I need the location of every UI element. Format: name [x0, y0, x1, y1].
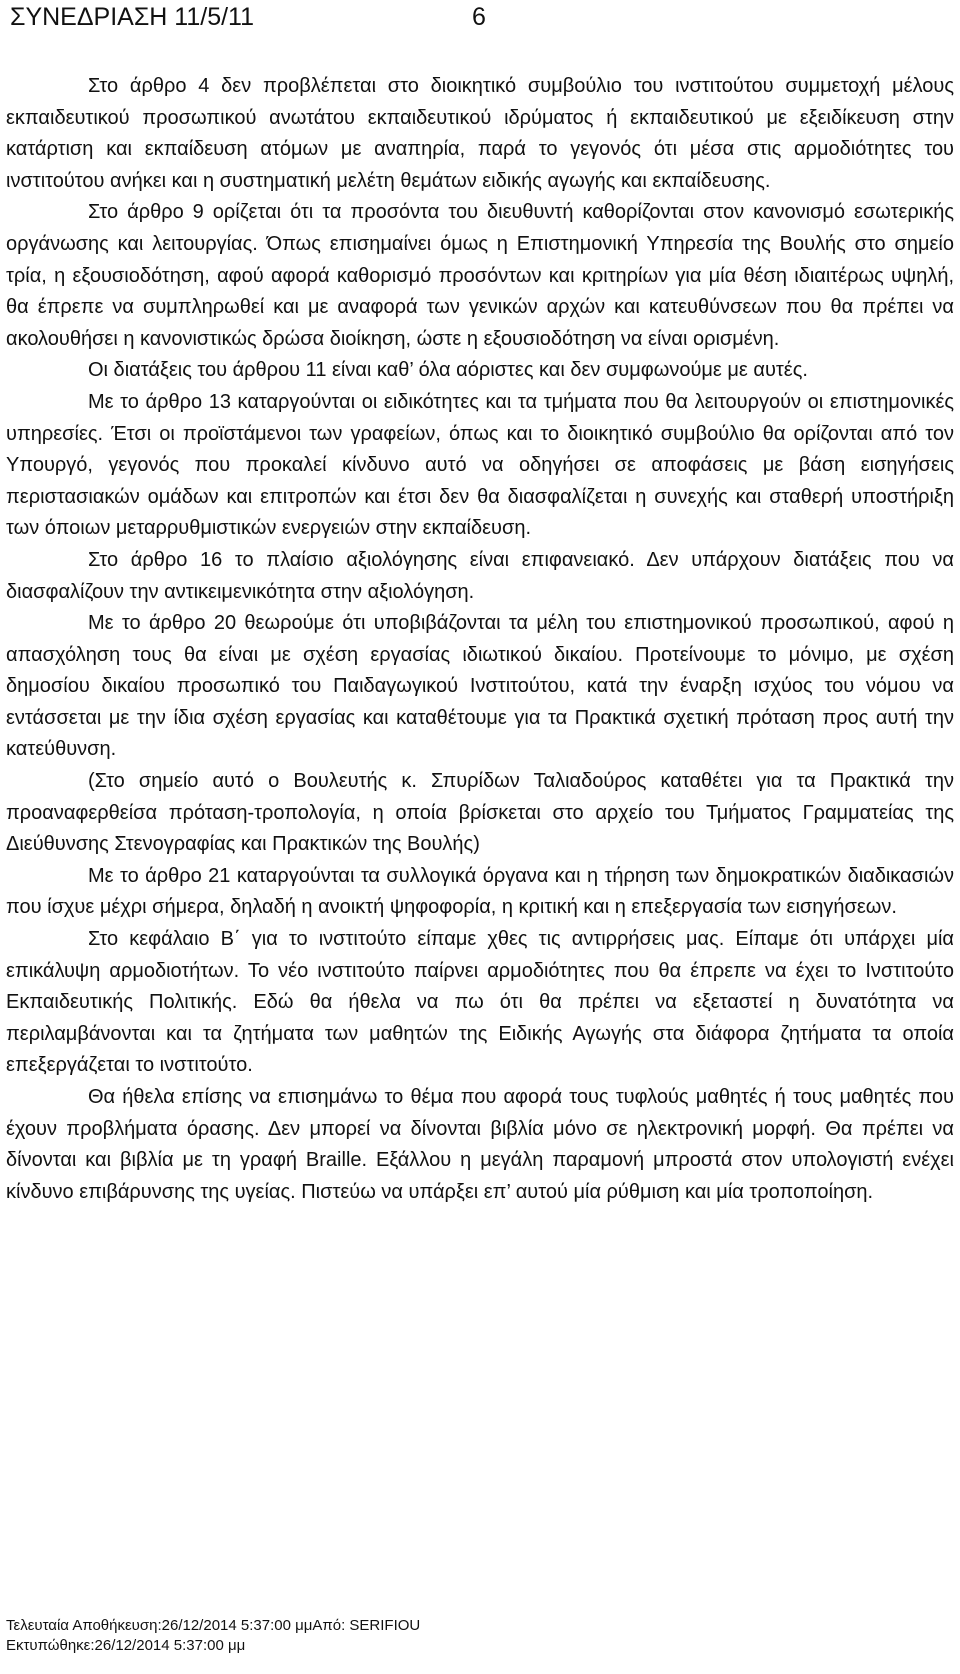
paragraph: Στο κεφάλαιο Β΄ για το ινστιτούτο είπαμε χθες τις αντιρρήσεις μας. Είπαμε ότι υπάρχει μία επικάλυψη αρμοδιοτήτων. Το νέο ινστιτούτο παίρνει αρμοδιότητες που θα έπρεπε να έχει το Ινστιτούτο Εκπαιδευτικής Πολιτικής. Εδώ θα ήθελα να πω ότι θα πρέπει να εξεταστεί η δυνατότητα να περιλαμβάνονται και τα ζητήματα των μαθητών της Ειδικής Αγωγής στα διάφορα ζητήματα τα οποία επεξεργάζεται το ινστιτούτο.	[6, 928, 954, 1077]
paragraph: Στο άρθρο 9 ορίζεται ότι τα προσόντα του διευθυντή καθορίζονται στον κανονισμό εσωτερικής οργάνωσης και λειτουργίας. Όπως επισημαίνει όμως η Επιστημονική Υπηρεσία της Βουλής στο σημείο τρία, η εξουσιοδότηση, αφού αφορά καθορισμό προσόντων και κριτηρίων για μία θέση ιδιαιτέρως υψηλή, θα έπρεπε να συμπληρωθεί και με αναφορά των γενικών αρχών και κατευθύνσεων που θα πρέπει να ακολουθήσει η κανονιστικώς δρώσα διοίκηση, ώστε η εξουσιοδότηση να είναι ορισμένη.	[6, 201, 954, 350]
page-header	[10, 2, 486, 32]
paragraph: Στο άρθρο 4 δεν προβλέπεται στο διοικητικό συμβούλιο του ινστιτούτου συμμετοχή μέλους εκπαιδευτικού προσωπικού ανωτάτου εκπαιδευτικού ιδρύματος ή εκπαιδευτικού με εξειδίκευση στην κατάρτιση και εκπαίδευση ατόμων με αναπηρία, παρά το γεγονός ότι μέσα στις αρμοδιότητες του ινστιτούτου ανήκει και η συστηματική μελέτη θεμάτων ειδικής αγωγής και εκπαίδευσης.	[6, 75, 954, 192]
page-number: 6	[472, 3, 486, 31]
paragraph: (Στο σημείο αυτό ο Βουλευτής κ. Σπυρίδων Ταλιαδούρος καταθέτει για τα Πρακτικά την προαναφερθείσα πρόταση-τροπολογία, η οποία βρίσκεται στο αρχείο του Τμήματος Γραμματείας της Διεύθυνσης Στενογραφίας και Πρακτικών της Βουλής)	[6, 770, 954, 856]
paragraph: Θα ήθελα επίσης να επισημάνω το θέμα που αφορά τους τυφλούς μαθητές ή τους μαθητές που έχουν προβλήματα όρασης. Δεν μπορεί να δίνονται βιβλία μόνο σε ηλεκτρονική μορφή. Θα πρέπει να δίνονται και βιβλία με τη γραφή Braille. Εξάλλου η μεγάλη παραμονή μπροστά στον υπολογιστή ενέχει κίνδυνο επιβάρυνσης της υγείας. Πιστεύω να υπάρξει επ’ αυτού μία ρύθμιση και μία τροποποίηση.	[6, 1086, 954, 1203]
document-body	[6, 71, 954, 1208]
session-title: ΣΥΝΕΔΡΙΑΣΗ 11/5/11	[10, 3, 255, 31]
paragraph: Στο άρθρο 16 το πλαίσιο αξιολόγησης είναι επιφανειακό. Δεν υπάρχουν διατάξεις που να διασφαλίζουν την αντικειμενικότητα στην αξιολόγηση.	[6, 548, 954, 603]
footer-last-saved: Τελευταία Αποθήκευση:26/12/2014 5:37:00 μμΑπό: SERIFIOU	[6, 1617, 421, 1634]
page-footer	[6, 1616, 420, 1656]
paragraph: Οι διατάξεις του άρθρου 11 είναι καθ’ όλα αόριστες και δεν συμφωνούμε με αυτές.	[88, 359, 808, 382]
paragraph: Με το άρθρο 20 θεωρούμε ότι υποβιβάζονται τα μέλη του επιστημονικού προσωπικού, αφού η απασχόληση τους θα είναι με σχέση εργασίας ιδιωτικού δικαίου. Προτείνουμε το μόνιμο, με σχέση δημοσίου δικαίου προσωπικό του Παιδαγωγικού Ινστιτούτου, κατά την έναρξη ισχύος του νόμου να εντάσσεται με την ίδια σχέση εργασίας και καταθέτουμε για τα Πρακτικά σχετική πρόταση προς αυτή την κατεύθυνση.	[6, 612, 954, 761]
paragraph: Με το άρθρο 13 καταργούνται οι ειδικότητες και τα τμήματα που θα λειτουργούν οι επιστημονικές υπηρεσίες. Έτσι οι προϊστάμενοι των γραφείων, όπως και το διοικητικό συμβούλιο θα ορίζονται από τον Υπουργό, γεγονός που προκαλεί κίνδυνο αυτό να οδηγήσει σε αποφάσεις με βάση εισηγήσεις περιστασιακών ομάδων και επιτροπών και έτσι δεν θα διασφαλίζεται η συνεχής και σταθερή υποστήριξη των όποιων μεταρρυθμιστικών ενεργειών στην εκπαίδευση.	[6, 390, 954, 540]
footer-printed: Εκτυπώθηκε:26/12/2014 5:37:00 μμ	[6, 1637, 246, 1654]
paragraph: Με το άρθρο 21 καταργούνται τα συλλογικά όργανα και η τήρηση των δημοκρατικών διαδικασιών που ίσχυε μέχρι σήμερα, δηλαδή η ανοικτή ψηφοφορία, η κριτική και η επεξεργασία των εισηγήσεων.	[6, 864, 954, 919]
